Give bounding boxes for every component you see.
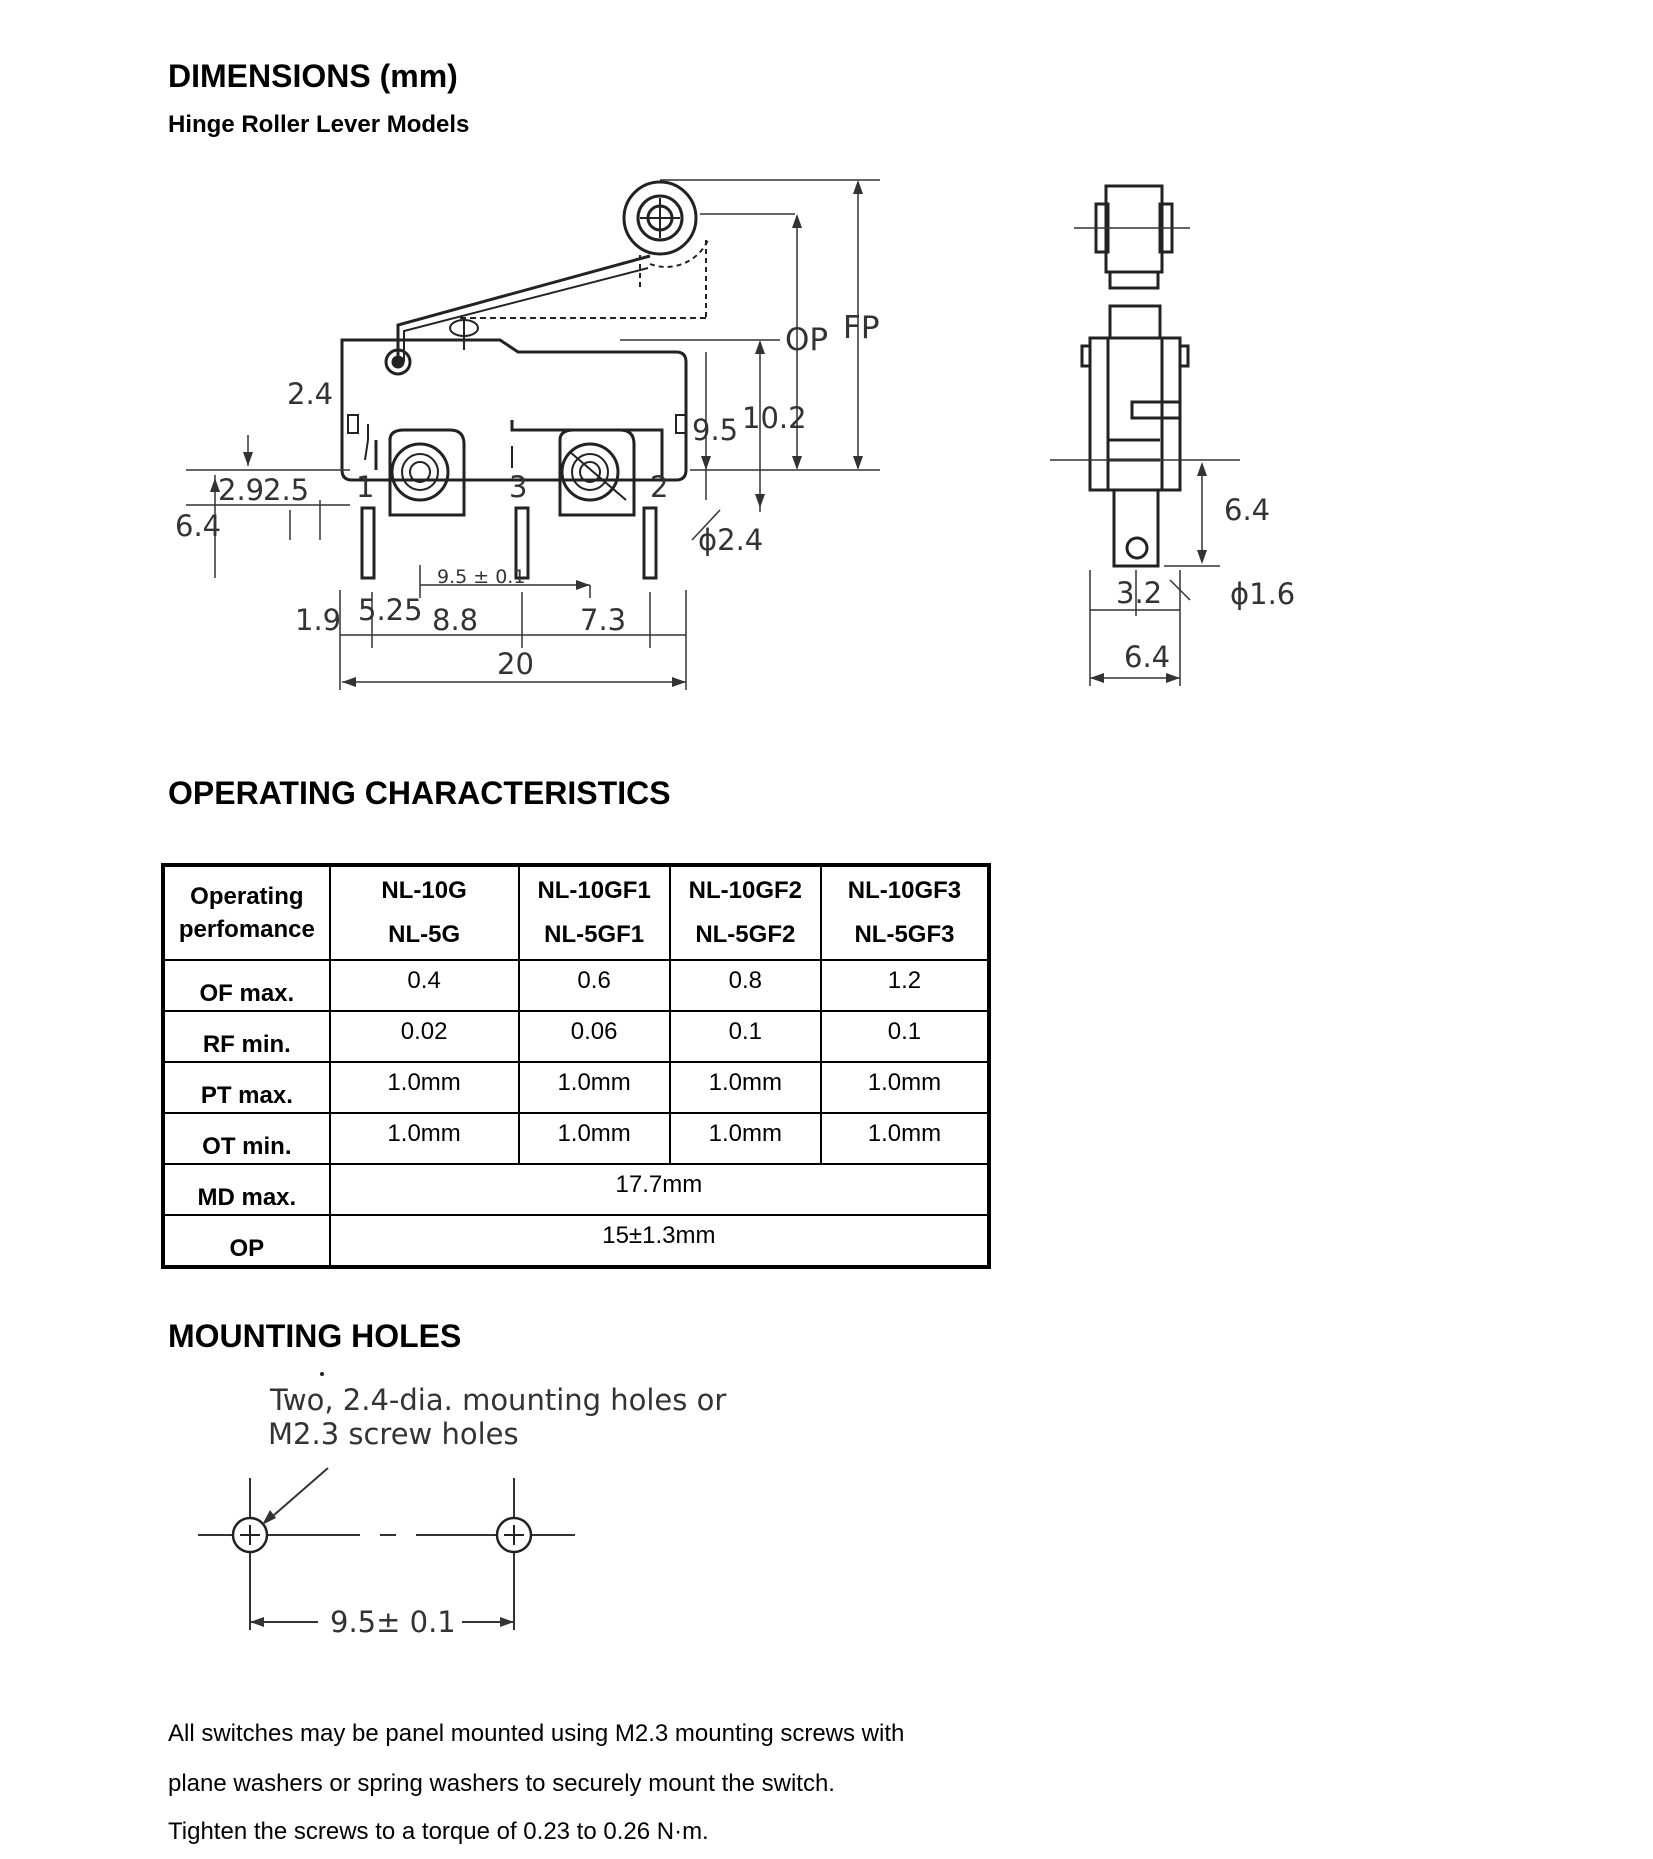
dim-5-25: 5.25 — [358, 593, 423, 627]
side-dim-6-4-vertical: 6.4 — [1224, 493, 1271, 527]
mounting-note-line1: Two, 2.4-dia. mounting holes or — [270, 1383, 727, 1417]
dim-20: 20 — [497, 647, 534, 681]
mounting-title: MOUNTING HOLES — [168, 1318, 462, 1354]
table-cell: 1.2 — [821, 960, 989, 1011]
table-row — [163, 960, 989, 1011]
dim-phi-2-4: ϕ2.4 — [698, 523, 764, 557]
table-cell-merged: 17.7mm — [330, 1164, 989, 1215]
table-cell: 1.0mm — [821, 1113, 989, 1164]
dim-9-5-tol: 9.5 ± 0.1 — [437, 566, 526, 588]
side-view-drawing — [1040, 170, 1340, 700]
table-cell: 1.0mm — [670, 1062, 821, 1113]
table-cell: 1.0mm — [330, 1113, 519, 1164]
table-cell: 1.0mm — [519, 1062, 670, 1113]
table-cell: 0.4 — [330, 960, 519, 1011]
dim-10-2: 10.2 — [742, 401, 807, 435]
characteristics-title: OPERATING CHARACTERISTICS — [168, 775, 671, 811]
table-cell: 1.0mm — [519, 1113, 670, 1164]
characteristics-table — [161, 863, 991, 1269]
dim-9-5: 9.5 — [692, 413, 739, 447]
table-header-row — [163, 865, 989, 960]
table-cell: 0.02 — [330, 1011, 519, 1062]
table-row — [163, 1113, 989, 1164]
footer-line-3: Tighten the screws to a torque of 0.23 to 0.26 N·m. — [168, 1818, 709, 1845]
header-label-line2: perfomance — [178, 916, 315, 943]
dimensions-subtitle: Hinge Roller Lever Models — [168, 111, 470, 138]
footer-line-1: All switches may be panel mounted using M2.3 mounting screws with — [168, 1720, 905, 1747]
table-row — [163, 1062, 989, 1113]
terminal-2-label: 2 — [650, 470, 669, 504]
row-label-pt-max: PT max. — [163, 1062, 330, 1113]
terminal-3-label: 3 — [509, 470, 528, 504]
header-label-line1: Operating — [190, 883, 304, 910]
side-dim-phi-1-6: ϕ1.6 — [1230, 577, 1296, 611]
table-row — [163, 1164, 989, 1215]
model-col-4: NL-10GF3 NL-5GF3 — [821, 865, 989, 960]
table-cell-merged: 15±1.3mm — [330, 1215, 989, 1267]
table-cell: 1.0mm — [670, 1113, 821, 1164]
table-cell: 0.6 — [519, 960, 670, 1011]
dim-2-4: 2.4 — [287, 377, 334, 411]
row-label-ot-min: OT min. — [163, 1113, 330, 1164]
model-col-1: NL-10G NL-5G — [330, 865, 519, 960]
table-cell: 0.1 — [670, 1011, 821, 1062]
dim-6-4-left: 6.4 — [175, 509, 222, 543]
header-operating-performance — [163, 865, 330, 960]
row-label-rf-min: RF min. — [163, 1011, 330, 1062]
label-fp: FP — [843, 310, 880, 346]
table-row — [163, 1215, 989, 1267]
table-cell: 1.0mm — [821, 1062, 989, 1113]
label-op: OP — [785, 322, 829, 358]
footer-line-2: plane washers or spring washers to securely mount the switch. — [168, 1770, 835, 1797]
model-col-2: NL-10GF1 NL-5GF1 — [519, 865, 670, 960]
dimensions-title: DIMENSIONS (mm) — [168, 58, 458, 94]
dim-2-5: 2.5 — [263, 473, 310, 507]
dim-8-8: 8.8 — [432, 603, 479, 637]
mounting-note-line2: M2.3 screw holes — [268, 1417, 519, 1451]
side-dim-6-4-horizontal: 6.4 — [1124, 640, 1171, 674]
model-col-3: NL-10GF2 NL-5GF2 — [670, 865, 821, 960]
table-cell: 0.1 — [821, 1011, 989, 1062]
mounting-holes-drawing — [0, 1360, 760, 1660]
side-dim-3-2: 3.2 — [1116, 576, 1163, 610]
table-cell: 0.8 — [670, 960, 821, 1011]
side-roller — [1106, 186, 1162, 272]
table-cell: 0.06 — [519, 1011, 670, 1062]
dim-2-9: 2.9 — [218, 473, 265, 507]
row-label-md-max: MD max. — [163, 1164, 330, 1215]
terminal-1-label: 1 — [356, 470, 375, 504]
front-view-drawing — [0, 0, 1653, 720]
mounting-spacing: 9.5± 0.1 — [330, 1605, 456, 1639]
dim-1-9: 1.9 — [295, 603, 342, 637]
dim-7-3: 7.3 — [580, 603, 627, 637]
table-cell: 1.0mm — [330, 1062, 519, 1113]
row-label-op: OP — [163, 1215, 330, 1267]
row-label-of-max: OF max. — [163, 960, 330, 1011]
table-row — [163, 1011, 989, 1062]
